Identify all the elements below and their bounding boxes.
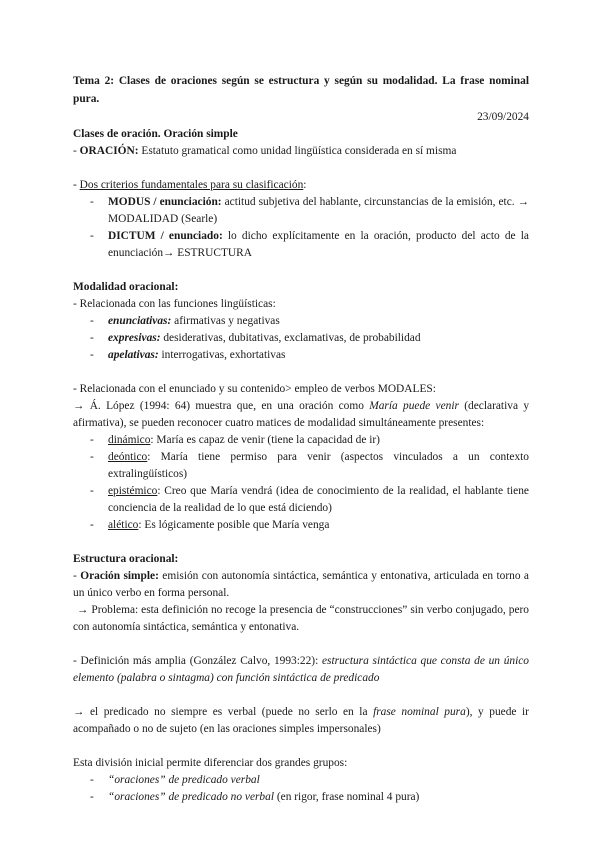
problem-paragraph: → Problema: esta definición no recoge la presencia de “construcciones” sin verbo conjugado, pero con autonomía sintáctica, semántica y entonativa. bbox=[73, 604, 529, 633]
predicado-paragraph bbox=[73, 704, 529, 738]
item-term: deóntico bbox=[108, 451, 148, 463]
list-item-epistemico bbox=[73, 483, 529, 517]
item-text: lo dicho explícitamente en la oración, producto del acto de la enunciación→ ESTRUCTURA bbox=[108, 230, 529, 259]
item-text: actitud subjetiva del hablante, circunstancias de la emisión, etc. → MODALIDAD (Searle) bbox=[108, 196, 529, 225]
modales-intro: - Relacionada con el enunciado y su contenido> empleo de verbos MODALES: bbox=[73, 383, 436, 395]
item-text: afirmativas y negativas bbox=[171, 315, 280, 327]
spacer bbox=[73, 687, 529, 704]
list-item-expresivas bbox=[73, 330, 529, 347]
item-text: : Es lógicamente posible que María venga bbox=[138, 519, 330, 531]
definition-text: - Definición más amplia (González Calvo, 1993:22): bbox=[73, 655, 322, 667]
lopez-example: María puede venir bbox=[369, 400, 459, 412]
criteria-colon: : bbox=[303, 179, 307, 191]
matices-list bbox=[73, 432, 529, 534]
dash-text: - bbox=[73, 145, 80, 157]
item-text: desiderativas, dubitativas, exclamativas, de probabilidad bbox=[160, 332, 421, 344]
oracion-simple-term: Oración simple: bbox=[80, 570, 159, 582]
document-date: 23/09/2024 bbox=[477, 111, 529, 123]
document-title: Tema 2: Clases de oraciones según se estructura y según su modalidad. La frase nominal pura. bbox=[73, 75, 529, 105]
oracion-simple-text: emisión con autonomía sintáctica, semántica y entonativa, articulada en torno a un único verbo en forma personal. bbox=[73, 570, 529, 599]
item-text: : María tiene permiso para venir (aspectos vinculados a un contexto extralingüísticos) bbox=[108, 451, 529, 480]
division-intro: Esta división inicial permite diferenciar dos grandes grupos: bbox=[73, 757, 348, 769]
predicado-text-a: → el predicado no siempre es verbal (puede no serlo en la bbox=[73, 706, 374, 718]
dash-text: - bbox=[73, 179, 80, 191]
predicado-em: frase nominal pura bbox=[373, 706, 466, 718]
item-term: enunciativas: bbox=[108, 315, 172, 327]
lopez-text-a: → Á. López (1994: 64) muestra que, en una oración como bbox=[73, 400, 370, 412]
oracion-simple-paragraph bbox=[73, 568, 529, 602]
list-item-modus bbox=[73, 194, 529, 228]
item-text: interrogativas, exhortativas bbox=[158, 349, 286, 361]
spacer bbox=[73, 534, 529, 551]
list-item-dinamico bbox=[73, 432, 529, 449]
list-item-deontico bbox=[73, 449, 529, 483]
list-item-dictum bbox=[73, 228, 529, 262]
list-item-predicado-no-verbal bbox=[73, 789, 529, 806]
item-term: dinámico bbox=[108, 434, 151, 446]
lopez-text-b: (declarativa y afirmativa), se pueden reconocer cuatro matices de modalidad simultáneamente presentes: bbox=[73, 400, 530, 429]
item-term: epistémico bbox=[108, 485, 158, 497]
spacer bbox=[73, 364, 529, 381]
functions-intro: - Relacionada con las funciones lingüísticas: bbox=[73, 298, 276, 310]
criteria-list bbox=[73, 194, 529, 262]
list-item-predicado-verbal bbox=[73, 772, 529, 789]
functions-list bbox=[73, 313, 529, 364]
groups-list bbox=[73, 772, 529, 806]
spacer bbox=[73, 160, 529, 177]
lopez-paragraph bbox=[73, 398, 529, 432]
item-term: apelativas: bbox=[108, 349, 159, 361]
item-text: (en rigor, frase nominal 4 pura) bbox=[274, 791, 420, 803]
item-term: expresivas: bbox=[108, 332, 161, 344]
item-text: : Creo que María vendrá (idea de conocimiento de la realidad, el hablante tiene conciencia de la realidad de lo que está diciendo) bbox=[108, 485, 529, 514]
oracion-text: Estatuto gramatical como unidad lingüística considerada en sí misma bbox=[138, 145, 457, 157]
list-item-enunciativas bbox=[73, 313, 529, 330]
criteria-intro bbox=[73, 177, 529, 194]
section-heading-clases: Clases de oración. Oración simple bbox=[73, 128, 238, 140]
item-text: : María es capaz de venir (tiene la capacidad de ir) bbox=[150, 434, 380, 446]
item-term: alético bbox=[108, 519, 139, 531]
dash-text: - bbox=[73, 570, 81, 582]
definition-quote: estructura sintáctica que consta de un único elemento (palabra o sintagma) con función sintáctica de predicado bbox=[73, 655, 529, 684]
item-term: “oraciones” de predicado no verbal bbox=[108, 791, 274, 803]
section-heading-modalidad: Modalidad oracional: bbox=[73, 281, 179, 293]
item-term: MODUS / enunciación: bbox=[108, 196, 222, 208]
predicado-text-b: ), y puede ir acompañado o no de sujeto (en las oraciones simples impersonales) bbox=[73, 706, 529, 735]
item-term: “oraciones” de predicado verbal bbox=[108, 774, 260, 786]
oracion-definition bbox=[73, 143, 529, 160]
item-term: DICTUM / enunciado: bbox=[108, 230, 223, 242]
spacer bbox=[73, 262, 529, 279]
list-item-aletico bbox=[73, 517, 529, 534]
spacer bbox=[73, 636, 529, 653]
list-item-apelativas bbox=[73, 347, 529, 364]
section-heading-estructura: Estructura oracional: bbox=[73, 553, 179, 565]
spacer bbox=[73, 738, 529, 755]
criteria-label: Dos criterios fundamentales para su clasificación bbox=[79, 179, 304, 191]
definition-paragraph bbox=[73, 653, 529, 687]
document-body bbox=[73, 72, 529, 806]
oracion-term: ORACIÓN: bbox=[79, 145, 139, 157]
